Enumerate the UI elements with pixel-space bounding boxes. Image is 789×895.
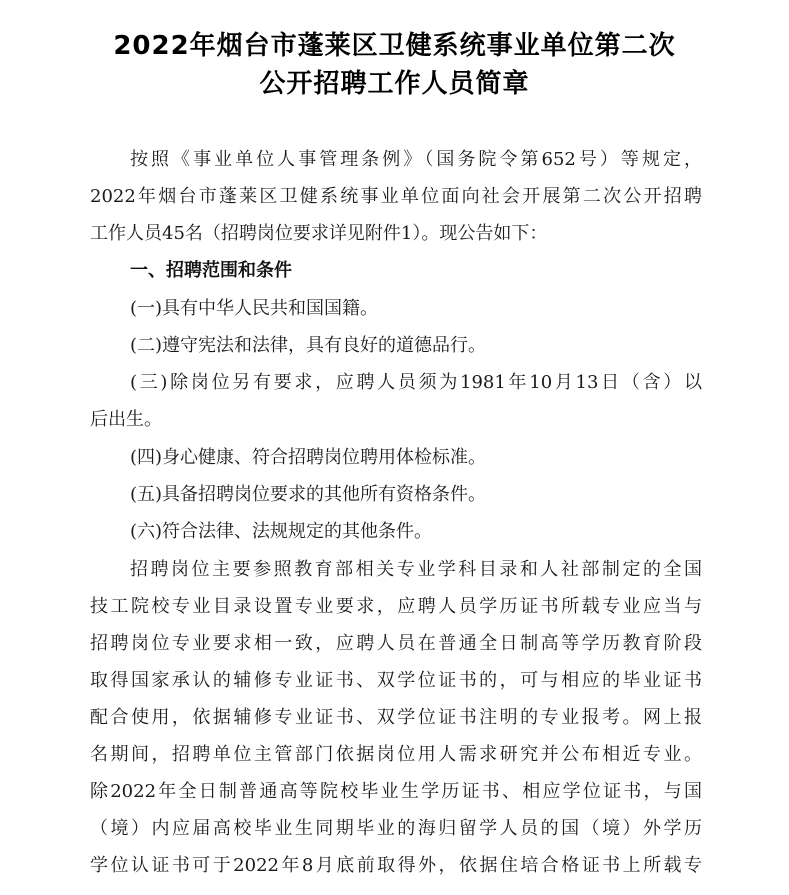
paragraph-line: 技工院校专业目录设置专业要求，应聘人员学历证书所载专业应当与: [90, 596, 702, 617]
list-item: (二)遵守宪法和法律，具有良好的道德品行。: [130, 335, 487, 356]
list-item: (一)具有中华人民共和国国籍。: [130, 298, 379, 319]
list-item: (六)符合法律、法规规定的其他条件。: [130, 521, 433, 542]
paragraph-line: 配合使用，依据辅修专业证书、双学位证书注明的专业报考。网上报: [90, 707, 702, 728]
paragraph-line: 取得国家承认的辅修专业证书、双学位证书的，可与相应的毕业证书: [90, 670, 702, 691]
paragraph-line: 招聘岗位专业要求相一致，应聘人员在普通全日制高等学历教育阶段: [90, 633, 702, 654]
section-heading: 一、招聘范围和条件: [130, 260, 292, 281]
paragraph-line: 2022年烟台市蓬莱区卫健系统事业单位面向社会开展第二次公开招聘: [90, 186, 702, 207]
list-item-continuation: 后出生。: [90, 409, 162, 430]
paragraph-line: 名期间，招聘单位主管部门依据岗位用人需求研究并公布相近专业。: [90, 744, 702, 765]
list-item: (四)身心健康、符合招聘岗位聘用体检标准。: [130, 447, 487, 468]
paragraph-line: （境）内应届高校毕业生同期毕业的海归留学人员的国（境）外学历: [90, 818, 702, 839]
list-item: (五)具备招聘岗位要求的其他所有资格条件。: [130, 484, 487, 505]
paragraph-line: 学位认证书可于2022年8月底前取得外，依据住培合格证书上所载专: [90, 855, 702, 876]
paragraph-line: 工作人员45名（招聘岗位要求详见附件1）。现公告如下：: [90, 223, 548, 244]
paragraph-line: 招聘岗位主要参照教育部相关专业学科目录和人社部制定的全国: [130, 559, 702, 580]
list-item: (三)除岗位另有要求，应聘人员须为1981年10月13日（含）以: [130, 372, 702, 393]
paragraph-line: 除2022年全日制普通高等院校毕业生学历证书、相应学位证书，与国: [90, 781, 702, 802]
document-title-line1: 2022年烟台市蓬莱区卫健系统事业单位第二次: [113, 31, 676, 61]
document-title-line2: 公开招聘工作人员简章: [259, 69, 530, 99]
paragraph-line: 按照《事业单位人事管理条例》（国务院令第652号）等规定，: [130, 149, 702, 170]
